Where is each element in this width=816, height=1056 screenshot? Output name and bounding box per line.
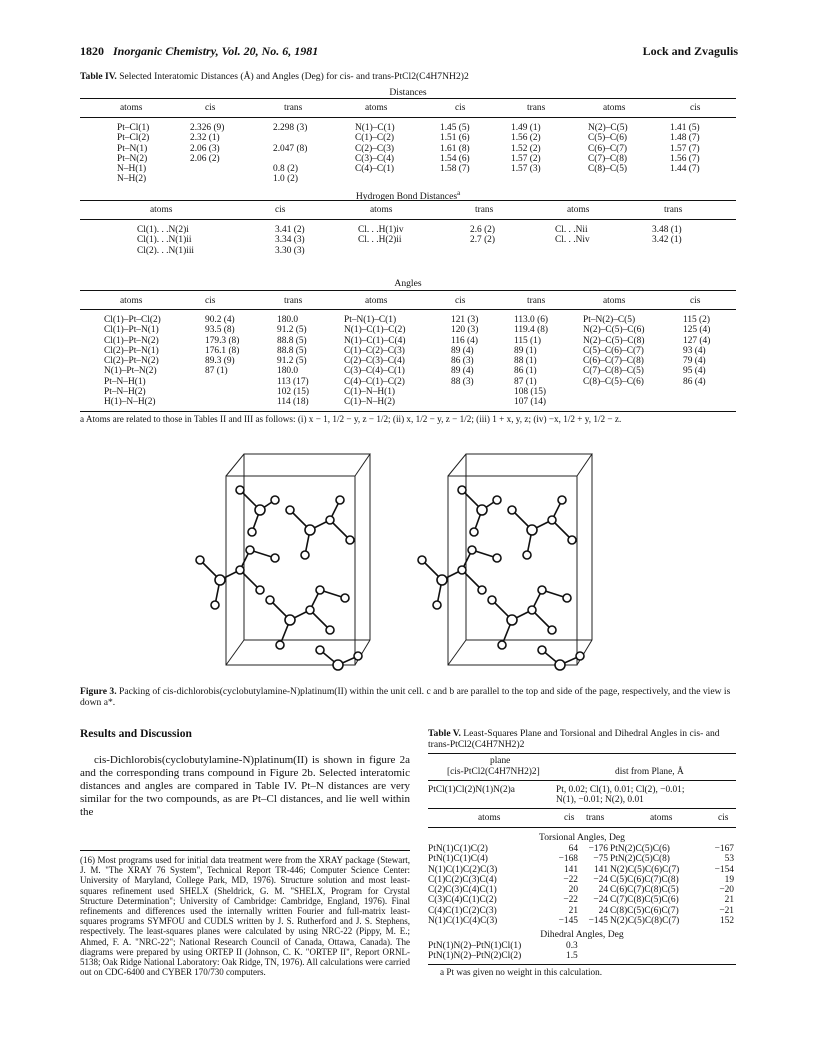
tor-col1-cis: 64 −168 141 −22 20 −22 21 −145	[558, 844, 578, 927]
section-heading: Results and Discussion	[80, 728, 192, 740]
dist-col1-cis: 2.326 (9) 2.32 (1) 2.06 (3) 2.06 (2)	[190, 123, 225, 164]
hb-col3-trans: 3.48 (1) 3.42 (1)	[652, 225, 682, 246]
table4-footnote: a Atoms are related to those in Tables II and III as follows: (i) x − 1, 1/2 − y, z − 1/2; (ii) x, 1/2 − y, z − 1/2; (iii) 1 + x, y, z; (iv) −x, 1/2 + y, 1/2 − z.	[80, 414, 622, 424]
ang-col1-cis: 90.2 (4) 93.5 (8) 179.3 (8) 176.1 (8) 89.3 (9) 87 (1)	[205, 315, 240, 377]
ang-col1-trans: 180.0 91.2 (5) 88.8 (5) 88.8 (5) 91.2 (5) 180.0 113 (17) 102 (15) 114 (18)	[277, 315, 310, 408]
col-header: cis	[455, 296, 466, 306]
dist-from-plane-header: dist from Plane, Å	[615, 767, 684, 777]
col-header: atoms	[365, 103, 388, 113]
angles-header-row	[80, 296, 736, 308]
results-paragraph: cis-Dichlorobis(cyclobutylamine-N)platinum(II) is shown in figure 2a and the corresponding trans compound in Figure 2b. Selected interatomic distances and angles are compared in Table IV. Pt–N distances are very similar for the two compounds, as are Pt–Cl distances, and lie well within the	[80, 754, 410, 818]
col-header: trans	[527, 296, 546, 306]
footnote-marker: a	[457, 189, 461, 197]
ang-col3-atoms: Pt–N(2)–C(5) N(2)–C(5)–C(6) N(2)–C(5)–C(8) C(5)–C(6)–C(7) C(6)–C(7)–C(8) C(7)–C(8)–C(5) C(8)–C(5)–C(6)	[583, 315, 645, 387]
hbond-title-text: Hydrogen Bond Distances	[355, 191, 458, 203]
rule	[80, 98, 736, 99]
col-header: atoms	[370, 205, 393, 215]
table5-header-row	[428, 813, 736, 825]
hb-col1-cis: 3.41 (2) 3.34 (3) 3.30 (3)	[275, 225, 305, 256]
col-header: trans	[586, 813, 605, 823]
distances-header-row	[80, 103, 736, 115]
hb-col1-atoms: Cl(1). . .N(2)i Cl(1). . .N(1)ii Cl(2). . .N(1)iii	[137, 225, 195, 256]
dist-col1-trans: 2.298 (3) 2.047 (8) 0.8 (2) 1.0 (2)	[273, 123, 308, 185]
plane-compound: [cis-PtCl2(C4H7NH2)2]	[447, 767, 540, 777]
rule	[428, 964, 736, 965]
dist-col3-cis: 1.41 (5) 1.48 (7) 1.57 (7) 1.56 (7) 1.44 (7)	[670, 123, 700, 175]
unit-cell-left	[226, 454, 370, 665]
col-header: trans	[527, 103, 546, 113]
col-header: atoms	[120, 103, 143, 113]
plane-atoms: PtCl(1)Cl(2)N(1)N(2)a	[428, 785, 515, 795]
ang-col2-atoms: Pt–N(1)–C(1) N(1)–C(1)–C(2) N(1)–C(1)–C(4) C(1)–C(2)–C(3) C(2)–C(3)–C(4) C(3)–C(4)–C(1) C(4)–C(1)–C(2) C(1)–N–H(1) C(1)–N–H(2)	[344, 315, 406, 408]
rule	[80, 309, 736, 310]
table4-caption	[80, 71, 740, 82]
figure3-caption-text: Packing of cis-dichlorobis(cyclobutylamine-N)platinum(II) within the unit cell. c and b are parallel to the top and side of the page, respectively, and the view is down a*.	[80, 686, 731, 708]
figure3-label: Figure 3.	[80, 686, 117, 697]
dihedral-title: Dihedral Angles, Deg	[540, 929, 624, 940]
hb-col2-atoms: Cl. . .H(1)iv Cl. . .H(2)ii	[358, 225, 404, 246]
tor-col1-trans: −176 −75 141 −24 24 −24 24 −145	[588, 844, 608, 927]
col-header: atoms	[120, 296, 143, 306]
col-header: atoms	[567, 205, 590, 215]
hbond-header-row	[80, 205, 736, 217]
col-header: cis	[275, 205, 286, 215]
running-header-authors: Lock and Zvagulis	[642, 44, 738, 58]
hb-col2-trans: 2.6 (2) 2.7 (2)	[470, 225, 495, 246]
col-header: cis	[718, 813, 729, 823]
rule	[80, 200, 736, 201]
table5-caption-text: Least-Squares Plane and Torsional and Dihedral Angles in cis- and trans-PtCl2(C4H7NH2)2	[428, 728, 720, 750]
tor-col2-cis: −167 53 −154 19 −20 21 −21 152	[714, 844, 734, 927]
page-number: 1820	[80, 44, 104, 58]
col-header: trans	[284, 103, 303, 113]
running-header-left	[80, 44, 318, 59]
rule	[428, 827, 736, 828]
distances-title: Distances	[389, 87, 427, 98]
rule	[80, 219, 736, 220]
dist-col2-cis: 1.45 (5) 1.51 (6) 1.61 (8) 1.54 (6) 1.58 (7)	[440, 123, 470, 175]
col-header: trans	[475, 205, 494, 215]
footnote-16: (16) Most programs used for initial data treatment were from the XRAY package (Stewart, J. M. "The XRAY 76 System", Technical Report TR-446; Computer Science Center: University of Maryland, College Park, MD, 1976). Structure solution and most least-squares refinement used SHELX (Sheldrick, G. M. "SHELX, Program for Crystal Structure Determination"; University of Cambridge: Cambridge, England, 1976). Final refinements and differences used the internally written Fourier and full-matrix least-squares programs SYMFOU and CUDLS written by J. S. Rutherford and J. S. Stephens, respectively. The least-squares planes were calculated by using NRC-22 (Pippy, M. E.; Ahmed, F. A. "NRC-22"; National Research Council of Canada, Ottawa, Canada). The diagrams were prepared by using ORTEP II (Johnson, C. K. "ORTEP II", Report ORNL-5138; Oak Ridge National Laboratory: Oak Ridge, TN, 1976). All calculations were carried out on CDC-6400 and CYBER 170/730 computers.	[80, 855, 410, 978]
ang-col2-trans: 113.0 (6) 119.4 (8) 115 (1) 89 (1) 88 (1) 86 (1) 87 (1) 108 (15) 107 (14)	[514, 315, 549, 408]
hb-col3-atoms: Cl. . .Nii Cl. . .Niv	[555, 225, 590, 246]
dist-col2-trans: 1.49 (1) 1.56 (2) 1.52 (2) 1.57 (2) 1.57 (3)	[511, 123, 541, 175]
tor-col2-atoms: PtN(2)C(5)C(6) PtN(2)C(5)C(8) N(2)C(5)C(6)C(7) C(5)C(6)C(7)C(8) C(6)C(7)C(8)C(5) C(7)C(8)C(5)C(6) C(8)C(5)C(6)C(7) N(2)C(5)C(8)C(7)	[610, 844, 680, 927]
rule	[428, 780, 736, 781]
col-header: atoms	[150, 205, 173, 215]
col-header: atoms	[603, 296, 626, 306]
figure3-caption	[80, 686, 736, 708]
torsional-title: Torsional Angles, Deg	[539, 832, 625, 843]
ang-col1-atoms: Cl(1)–Pt–Cl(2) Cl(1)–Pt–N(1) Cl(1)–Pt–N(2) Cl(2)–Pt–N(1) Cl(2)–Pt–N(2) N(1)–Pt–N(2) Pt–N–H(1) Pt–N–H(2) H(1)–N–H(2)	[104, 315, 161, 408]
rule	[428, 808, 736, 809]
molecule-atoms-left	[196, 486, 362, 670]
dihedral-values: 0.3 1.5	[566, 941, 578, 962]
col-header: atoms	[650, 813, 673, 823]
angles-title: Angles	[394, 278, 422, 289]
dihedral-atoms: PtN(1)N(2)–PtN(1)Cl(1) PtN(1)N(2)–PtN(2)Cl(2)	[428, 941, 522, 962]
col-header: cis	[690, 103, 701, 113]
table4-caption-text: Selected Interatomic Distances (Å) and Angles (Deg) for cis- and trans-PtCl2(C4H7NH2)2	[119, 71, 469, 82]
ang-col2-cis: 121 (3) 120 (3) 116 (4) 89 (4) 86 (3) 89 (4) 88 (3)	[451, 315, 479, 387]
col-header: atoms	[478, 813, 501, 823]
figure3-packing-diagram	[180, 440, 640, 680]
ang-col3-cis: 115 (2) 125 (4) 127 (4) 93 (4) 79 (4) 95 (4) 86 (4)	[683, 315, 711, 387]
col-header: cis	[205, 103, 216, 113]
rule	[80, 411, 736, 412]
table5-label: Table V.	[428, 728, 461, 739]
rule	[428, 753, 736, 754]
dist-col1-atoms: Pt–Cl(1) Pt–Cl(2) Pt–N(1) Pt–N(2) N–H(1) N–H(2)	[117, 123, 150, 185]
col-header: cis	[564, 813, 575, 823]
plane-header: plane	[490, 756, 511, 766]
dist-col3-atoms: N(2)–C(5) C(5)–C(6) C(6)–C(7) C(7)–C(8) C(8)–C(5)	[588, 123, 628, 175]
col-header: cis	[455, 103, 466, 113]
table5-caption	[428, 728, 738, 750]
footnote-rule	[80, 850, 410, 851]
rule	[80, 290, 736, 291]
plane-distances: Pt, 0.02; Cl(1), 0.01; Cl(2), −0.01; N(1), −0.01; N(2), 0.01	[556, 785, 685, 806]
col-header: atoms	[365, 296, 388, 306]
col-header: atoms	[603, 103, 626, 113]
col-header: trans	[284, 296, 303, 306]
unit-cell-right	[448, 454, 592, 665]
journal-citation: Inorganic Chemistry, Vol. 20, No. 6, 1981	[113, 44, 319, 58]
col-header: trans	[664, 205, 683, 215]
table4-label: Table IV.	[80, 71, 117, 82]
molecule-atoms-right	[418, 486, 584, 670]
col-header: cis	[690, 296, 701, 306]
dist-col2-atoms: N(1)–C(1) C(1)–C(2) C(2)–C(3) C(3)–C(4) C(4)–C(1)	[355, 123, 395, 175]
table5-footnote: a Pt was given no weight in this calculation.	[440, 967, 603, 977]
rule	[80, 117, 736, 118]
tor-col1-atoms: PtN(1)C(1)C(2) PtN(1)C(1)C(4) N(1)C(1)C(2)C(3) C(1)C(2)C(3)C(4) C(2)C(3)C(4)C(1) C(3)C(4)C(1)C(2) C(4)C(1)C(2)C(3) N(1)C(1)C(4)C(3)	[428, 844, 498, 927]
col-header: cis	[205, 296, 216, 306]
